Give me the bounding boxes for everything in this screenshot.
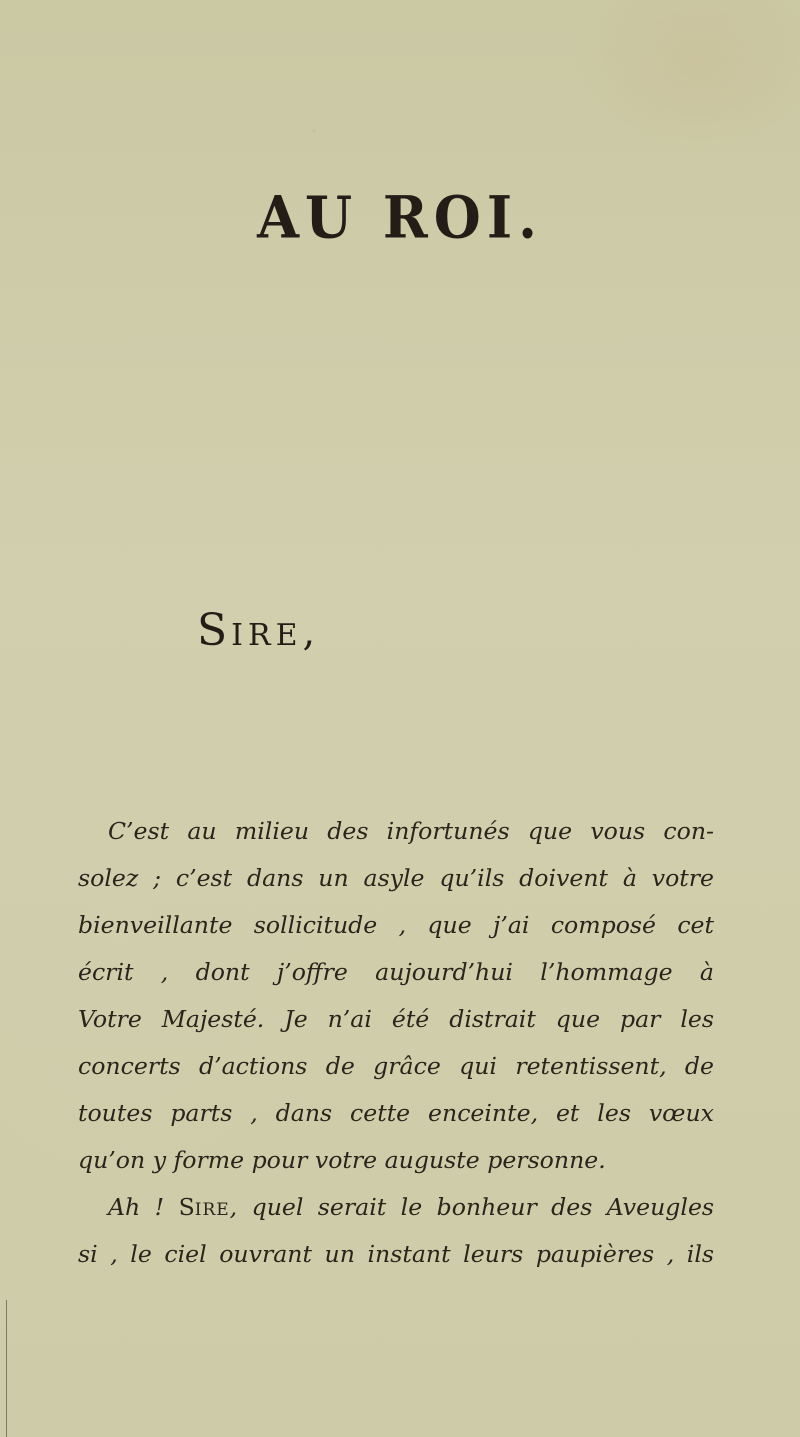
text-line-9-sire (179, 1193, 230, 1221)
text-line-10: si , le ciel ouvrant un instant leurs paupières , ils (78, 1240, 714, 1268)
salutation-rest: IRE (231, 618, 303, 653)
text-line-3: bienveillante sollicitude , que j’ai composé cet (78, 911, 714, 939)
dedication-text (78, 808, 714, 1278)
salutation (197, 605, 319, 656)
text-line-9-start: Ah ! (108, 1193, 165, 1221)
text-line-9 (78, 1184, 714, 1231)
text-line-6: concerts d’actions de grâce qui retentissent, de (78, 1052, 714, 1080)
text-line-7: toutes parts , dans cette enceinte, et les vœux (78, 1099, 714, 1127)
text-line-2: solez ; c’est dans un asyle qu’ils doivent à votre (78, 864, 714, 892)
text-line-4: écrit , dont j’offre aujourd’hui l’hommage à (78, 958, 714, 986)
sire-rest: IRE (194, 1200, 230, 1220)
sire-initial: S (178, 1193, 195, 1221)
salutation-initial: S (197, 605, 232, 656)
page-title: AU ROI. (257, 182, 543, 252)
text-line-8: qu’on y forme pour votre auguste personne. (78, 1146, 606, 1174)
show-through-text: . (310, 110, 318, 138)
text-line-1: C’est au milieu des infortunés que vous con- (108, 817, 714, 845)
page-edge-line (6, 1300, 7, 1437)
text-line-9-rest: , quel serait le bonheur des Aveugles (229, 1193, 715, 1221)
text-line-5: Votre Majesté. Je n’ai été distrait que par les (78, 1005, 714, 1033)
salutation-punct: , (302, 609, 320, 655)
